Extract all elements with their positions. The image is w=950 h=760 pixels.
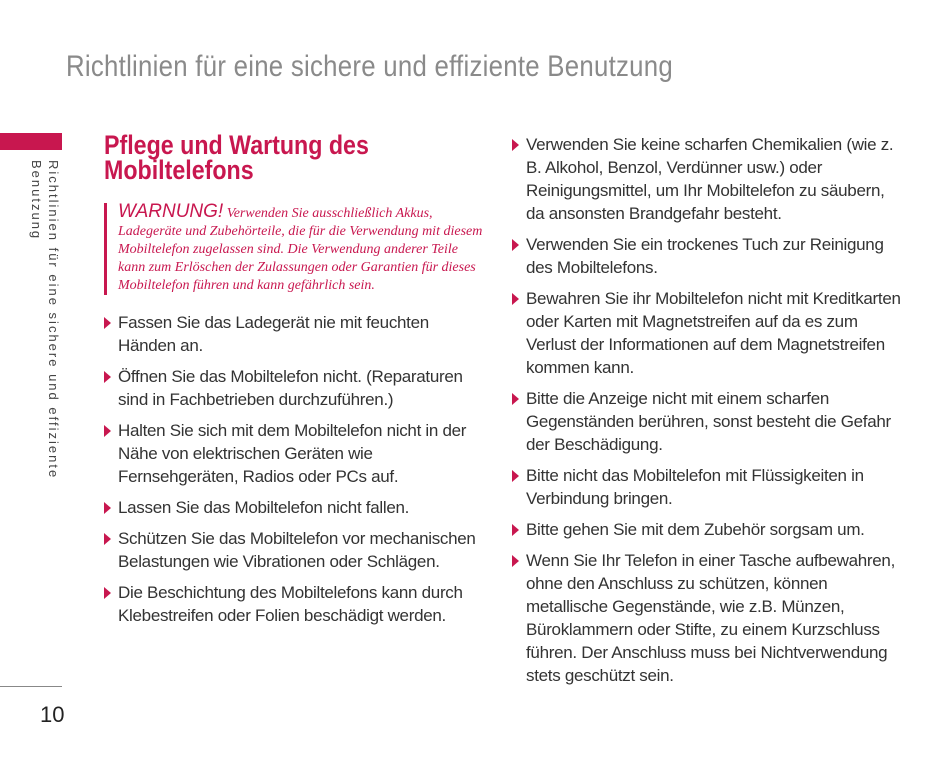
page-number: 10 bbox=[40, 702, 65, 727]
bullet-text: Wenn Sie Ihr Telefon in einer Tasche aufbewahren, ohne den Anschluss zu schützen, können metallische Gegenstände, wie z.B. Münzen, Büroklammern oder Stifte, zu einem Kurzschluss führen. Der Anschluss muss bei Nichtverwendung stets geschützt sein. bbox=[526, 551, 895, 685]
side-tab-marker bbox=[0, 133, 62, 150]
bullet-text: Bitte die Anzeige nicht mit einem scharfen Gegenständen berühren, sonst besteht die Gefahr der Beschädigung. bbox=[526, 389, 891, 454]
bullet-text: Die Beschichtung des Mobiltelefons kann durch Klebestreifen oder Folien beschädigt werden. bbox=[118, 583, 463, 625]
bullet-triangle-icon bbox=[104, 502, 111, 514]
warning-label: WARNUNG! bbox=[118, 201, 224, 222]
bullet-triangle-icon bbox=[512, 139, 519, 151]
bullet-text: Bitte nicht das Mobiltelefon mit Flüssigkeiten in Verbindung bringen. bbox=[526, 466, 864, 508]
left-bullet-list bbox=[104, 311, 484, 627]
bullet-item bbox=[512, 518, 902, 541]
bullet-item bbox=[104, 496, 484, 519]
bullet-text: Lassen Sie das Mobiltelefon nicht fallen. bbox=[118, 498, 410, 517]
bullet-text: Bitte gehen Sie mit dem Zubehör sorgsam um. bbox=[526, 520, 865, 539]
bullet-triangle-icon bbox=[512, 293, 519, 305]
right-column bbox=[512, 133, 902, 695]
bullet-triangle-icon bbox=[104, 425, 111, 437]
bullet-triangle-icon bbox=[104, 533, 111, 545]
bullet-triangle-icon bbox=[512, 393, 519, 405]
bullet-item bbox=[104, 527, 484, 573]
bullet-triangle-icon bbox=[512, 524, 519, 536]
bullet-text: Öffnen Sie das Mobiltelefon nicht. (Reparaturen sind in Fachbetrieben durchzuführen.) bbox=[118, 367, 463, 409]
bullet-item bbox=[104, 419, 484, 488]
side-chapter-line2: Benutzung bbox=[29, 160, 44, 241]
bullet-item bbox=[104, 365, 484, 411]
bullet-text: Schützen Sie das Mobiltelefon vor mechanischen Belastungen wie Vibrationen oder Schlägen. bbox=[118, 529, 476, 571]
left-column bbox=[104, 130, 484, 635]
warning-text: Verwenden Sie ausschließlich Akkus, Ladegeräte und Zubehörteile, die für die Verwendung mit diesem Mobiltelefon zugelassen sind. Die Verwendung anderer Teile kann zum Erlöschen der Zulassungen oder Garantien für dieses Mobiltelefon führen und kann gefährlich sein. bbox=[118, 206, 483, 293]
bullet-triangle-icon bbox=[104, 317, 111, 329]
bullet-text: Verwenden Sie ein trockenes Tuch zur Reinigung des Mobiltelefons. bbox=[526, 235, 884, 277]
bullet-item bbox=[512, 464, 902, 510]
section-title-line2: Mobiltelefons bbox=[104, 155, 254, 185]
bullet-item bbox=[512, 387, 902, 456]
section-title bbox=[104, 130, 431, 185]
bullet-triangle-icon bbox=[512, 239, 519, 251]
bullet-item bbox=[104, 581, 484, 627]
bullet-triangle-icon bbox=[512, 555, 519, 567]
bottom-rule bbox=[0, 686, 62, 687]
warning-box bbox=[104, 203, 484, 295]
right-bullet-list bbox=[512, 133, 902, 687]
side-chapter-line1: Richtlinien für eine sichere und effiziente bbox=[46, 160, 61, 480]
bullet-triangle-icon bbox=[512, 470, 519, 482]
section-title-line1: Pflege und Wartung des bbox=[104, 130, 369, 160]
bullet-item bbox=[512, 549, 902, 687]
side-chapter-label bbox=[28, 160, 62, 479]
bullet-item bbox=[512, 133, 902, 225]
bullet-text: Bewahren Sie ihr Mobiltelefon nicht mit Kreditkarten oder Karten mit Magnetstreifen auf da es zum Verlust der Informationen auf dem Magnetstreifen kommen kann. bbox=[526, 289, 901, 377]
bullet-item bbox=[512, 233, 902, 279]
bullet-text: Halten Sie sich mit dem Mobiltelefon nicht in der Nähe von elektrischen Geräten wie Fernsehgeräten, Radios oder PCs auf. bbox=[118, 421, 467, 486]
page-header-title: Richtlinien für eine sichere und effiziente Benutzung bbox=[66, 50, 673, 83]
bullet-item bbox=[104, 311, 484, 357]
bullet-triangle-icon bbox=[104, 371, 111, 383]
bullet-triangle-icon bbox=[104, 587, 111, 599]
bullet-text: Verwenden Sie keine scharfen Chemikalien (wie z. B. Alkohol, Benzol, Verdünner usw.) oder Reinigungsmittel, um Ihr Mobiltelefon zu säubern, da ansonsten Brandgefahr besteht. bbox=[526, 135, 894, 223]
bullet-item bbox=[512, 287, 902, 379]
bullet-text: Fassen Sie das Ladegerät nie mit feuchten Händen an. bbox=[118, 313, 429, 355]
